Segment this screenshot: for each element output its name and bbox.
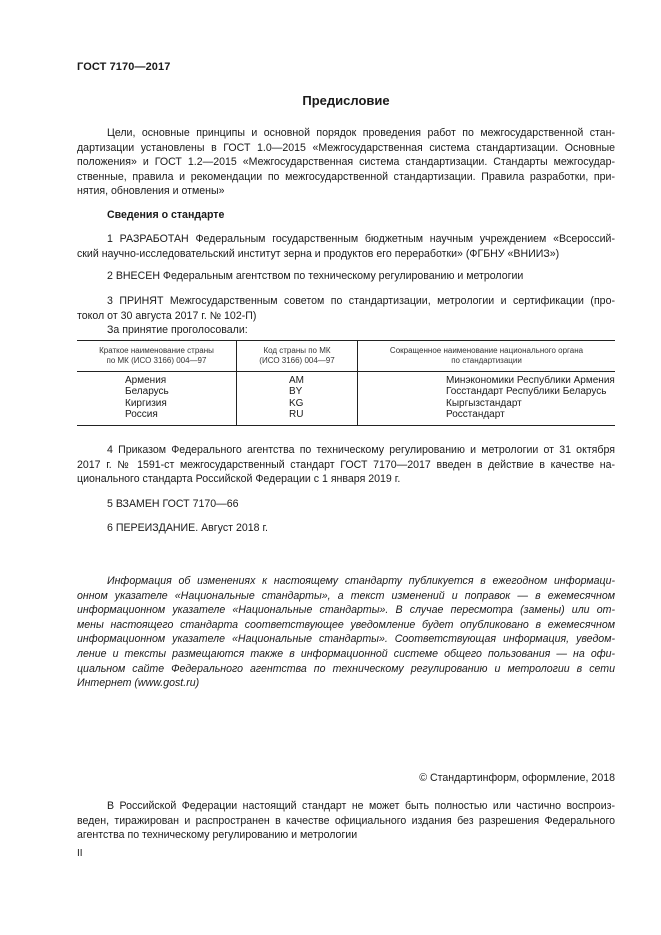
item-line: 1 РАЗРАБОТАН Федеральным государственным бюджетным научным учреждением «Всероссий- [107, 233, 615, 245]
body-cell [358, 372, 616, 426]
page-number: II [77, 848, 83, 859]
country-name: Беларусь [125, 386, 169, 398]
notice-line: мены настоящего стандарта соответствующее уведомление будет опубликовано в ежемесячном [77, 618, 615, 631]
item-line: ский научно-исследовательский институт зерна и продуктов его переработки» (ФГБНУ «ВНИИЗ») [77, 247, 560, 260]
intro-paragraph [77, 126, 615, 199]
item-developed [77, 232, 615, 261]
column-header-code: Код страны по МК (ИСО 3166) 004—97 [237, 341, 358, 372]
item-line: 4 Приказом Федерального агентства по техническому регулированию и метрологии от 31 октября [107, 444, 615, 456]
item-line: ционального стандарта Российской Федерации с 1 января 2019 г. [77, 473, 401, 486]
standards-body: Минэкономики Республики Армения [446, 375, 615, 386]
page-title: Предисловие [302, 93, 390, 108]
item-line: 3 ПРИНЯТ Межгосударственным советом по стандартизации, метрологии и сертификации (про- [107, 295, 615, 307]
standards-body: Кыргызстандарт [446, 397, 522, 409]
voting-table [77, 340, 615, 426]
notice-line: ление и тексты размещаются также в информационной системе общего пользования — на офи- [77, 647, 615, 660]
country-code: BY [289, 386, 303, 398]
country-name: Киргизия [125, 397, 167, 409]
changes-notice [77, 574, 615, 691]
standards-body: Госстандарт Республики Беларусь [446, 386, 607, 398]
rights-line: веден, тиражирован и распространен в качестве официального издания без разрешения Федерального [77, 814, 615, 827]
intro-line: ственные, правила и рекомендации по межгосударственной стандартизации. Правила разработки, при- [77, 170, 615, 183]
country-name: Армения [125, 375, 167, 386]
notice-line: Информация об изменениях к настоящему стандарту публикуется в ежегодном информаци- [107, 575, 615, 587]
item-line: токол от 30 августа 2017 г. № 102-П) [77, 309, 257, 322]
rights-notice [77, 799, 615, 843]
notice-line: циальном сайте Федерального агентства по техническому регулированию и метрологии в сети [77, 662, 615, 675]
intro-line: дартизации установлены в ГОСТ 1.0—2015 «Межгосударственная система стандартизации. Основные [77, 141, 615, 154]
column-header-body: Сокращенное наименование национального органа по стандартизации [358, 341, 616, 372]
country-code: RU [289, 409, 304, 421]
notice-line: Интернет (www.gost.ru) [77, 677, 200, 690]
item-adopted [77, 294, 615, 338]
voted-label: За принятие проголосовали: [107, 324, 248, 337]
country-code: AM [289, 375, 304, 386]
copyright-line: © Стандартинформ, оформление, 2018 [419, 772, 615, 784]
intro-line: нятия, обновления и отмены» [77, 185, 225, 198]
notice-line: информационном указателе «Национальные стандарты». В случае пересмотра (замены) или от- [77, 604, 615, 617]
country-name: Россия [125, 409, 158, 421]
info-heading: Сведения о стандарте [107, 209, 225, 221]
item-reissue: 6 ПЕРЕИЗДАНИЕ. Август 2018 г. [107, 522, 268, 534]
table-row [77, 372, 615, 426]
item-replaces: 5 ВЗАМЕН ГОСТ 7170—66 [107, 498, 239, 510]
country-code: KG [289, 397, 304, 409]
notice-line: онном указателе «Национальные стандарты», а текст изменений и поправок — в ежемесячном [77, 589, 615, 602]
item-enacted [77, 443, 615, 487]
notice-line: информационном указателе «Национальные стандарты». Соответствующая информация, уведом- [77, 633, 615, 646]
rights-line: агентства по техническому регулированию и метрологии [77, 829, 358, 842]
document-id-header: ГОСТ 7170—2017 [77, 61, 171, 73]
standards-body: Росстандарт [446, 409, 505, 421]
intro-line: Цели, основные принципы и основной порядок проведения работ по межгосударственной стан- [107, 127, 615, 139]
item-line: 2017 г. № 1591-ст межгосударственный стандарт ГОСТ 7170—2017 введен в действие в качестве на- [77, 458, 615, 471]
item-introduced: 2 ВНЕСЕН Федеральным агентством по техническому регулированию и метрологии [107, 270, 524, 282]
code-cell [237, 372, 358, 426]
rights-line: В Российской Федерации настоящий стандарт не может быть полностью или частично воспроиз- [107, 800, 615, 812]
intro-line: положения» и ГОСТ 1.2—2015 «Межгосударственная система стандартизации. Стандарты межгосудар- [77, 156, 615, 169]
column-header-country: Краткое наименование страны по МК (ИСО 3166) 004—97 [77, 341, 237, 372]
country-cell [77, 372, 237, 426]
